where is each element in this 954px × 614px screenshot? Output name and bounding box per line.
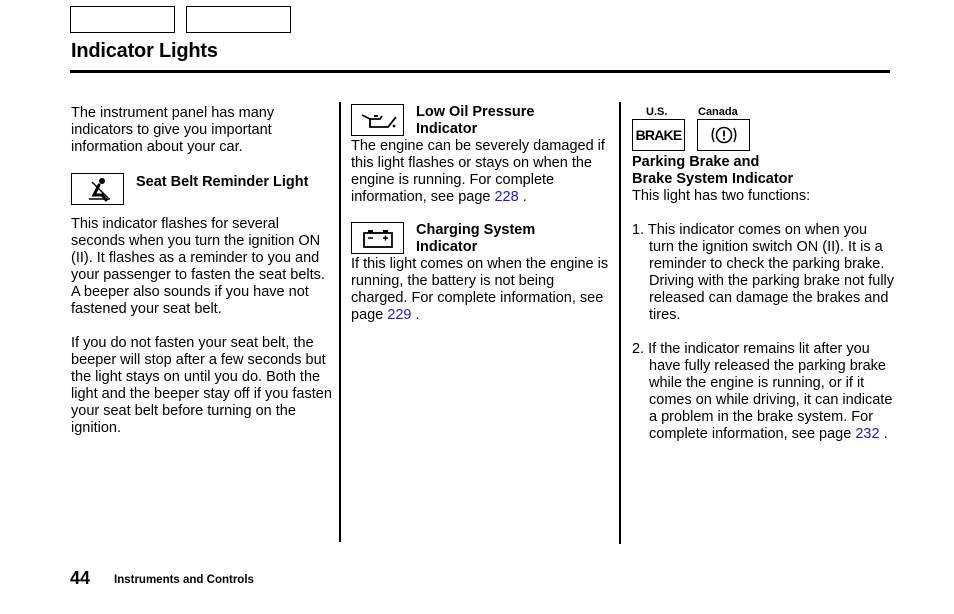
seatbelt-para-2: If you do not fasten your seat belt, the beeper will stop after a few seconds but the light stays on until you do. Both the light and the beeper stay off if you fasten your seat belt before turning on the ignition. [71,335,332,436]
column-brake [632,104,894,443]
page-title: Indicator Lights [71,40,218,62]
column-divider [619,102,621,544]
label-us: U.S. [646,106,668,118]
charging-body: If this light comes on when the engine is running, the battery is not being charged. For complete information, see page 229 . [351,256,609,323]
oil-heading-line2: Indicator [416,121,478,137]
oil-body: The engine can be severely damaged if this light flashes or stays on when the engine is running. For complete information, see page 228 . [351,138,605,205]
brake-item-2: 2. If the indicator remains lit after you have fully released the parking brake while the engine is running, or if it comes on while driving, it can indicate a problem in the brake system. For complete information, see page 232 . [632,341,893,442]
oil-page-link[interactable]: 228 [494,189,519,205]
battery-icon [351,222,404,254]
brake-heading-line1: Parking Brake and [632,154,760,170]
brake-page-link[interactable]: 232 [855,426,880,442]
nav-button-next[interactable] [186,6,291,33]
charging-heading-line2: Indicator [416,239,478,255]
intro-text: The instrument panel has many indicators to give you important information about your car. [71,105,275,155]
brake-intro: This light has two functions: [632,188,811,204]
brake-heading-line2: Brake System Indicator [632,171,794,187]
column-divider [339,102,341,542]
brake-circle-exclamation-icon [697,119,750,151]
nav-button-previous[interactable] [70,6,175,33]
oil-heading-line1: Low Oil Pressure [416,104,535,120]
seatbelt-heading: Seat Belt Reminder Light [136,174,309,190]
brake-item-1: 1. This indicator comes on when you turn the ignition switch ON (II). It is a reminder to check the parking brake. Driving with the parking brake not fully released can damage the brakes and tires. [632,222,895,323]
title-rule [70,70,890,73]
footer-section-title: Instruments and Controls [114,574,254,586]
brake-text-icon: BRAKE [632,119,685,151]
charging-heading-line1: Charging System [416,222,536,238]
column-seatbelt [71,105,333,437]
column-oil-charging [351,104,613,324]
seatbelt-para-1: This indicator flashes for several seconds when you turn the ignition ON (II). It flashes as a reminder to you and your passenger to fasten the seat belts. A beeper also sounds if you have not fastened your seat belt. [71,216,325,317]
charging-page-link[interactable]: 229 [387,307,412,323]
seatbelt-icon [71,173,124,205]
label-canada: Canada [698,106,738,118]
oil-can-icon [351,104,404,136]
footer-page-number: 44 [70,568,91,588]
